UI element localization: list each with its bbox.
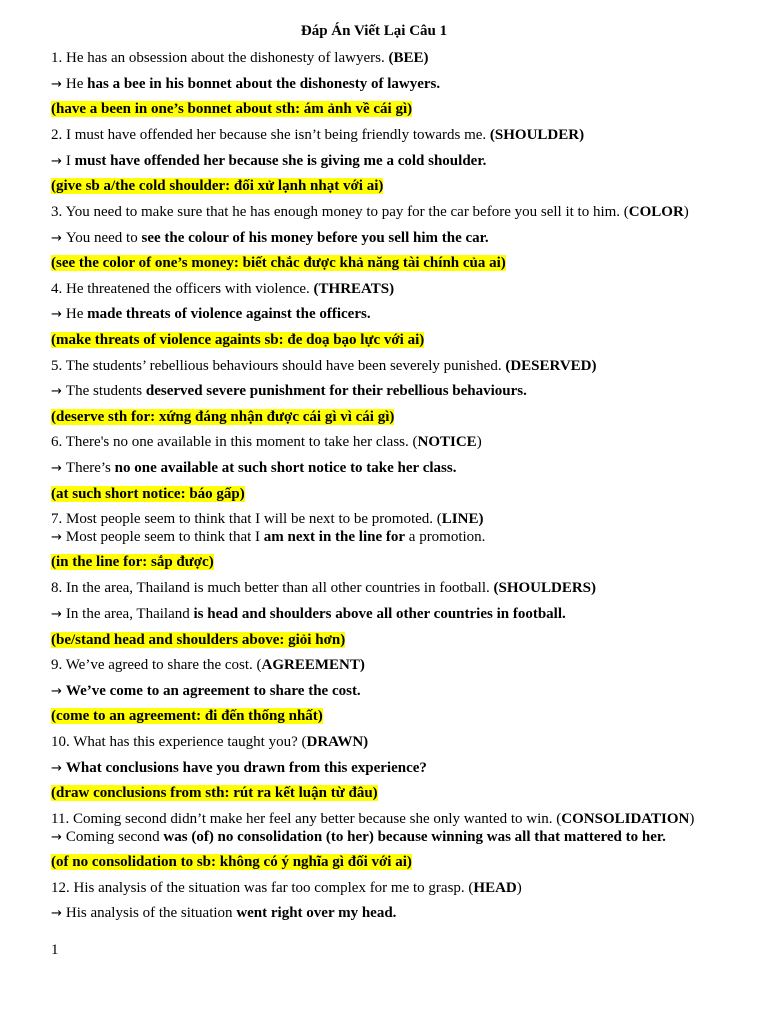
arrow-right-icon: → (51, 530, 62, 545)
idiom-note (51, 707, 323, 725)
answer-line (51, 229, 489, 248)
keyword: AGREEMENT) (261, 657, 365, 673)
keyword: COLOR (628, 204, 684, 220)
arrow-right-icon: → (51, 607, 62, 622)
question-text: 4. He threatened the officers with violence. (51, 281, 314, 297)
idiom-note-text: (deserve sth for: xứng đáng nhận được cái gì vì cái gì) (51, 409, 395, 425)
answer-bold: am next in the line for (263, 529, 406, 545)
question-line (51, 357, 597, 375)
keyword: HEAD (473, 880, 517, 896)
idiom-note-text: (be/stand head and shoulders above: giỏi hơn) (51, 632, 346, 648)
idiom-note (51, 784, 378, 802)
answer-bold: see the colour of his money before you sell him the car. (141, 230, 489, 246)
question-line (51, 203, 689, 221)
answer-line (51, 904, 396, 923)
answer-bold: no one available at such short notice to take her class. (114, 460, 457, 476)
idiom-note-text: (give sb a/the cold shoulder: đối xử lạnh nhạt với ai) (51, 178, 384, 194)
idiom-note (51, 408, 394, 426)
question-line (51, 810, 694, 828)
answer-bold: What conclusions have you drawn from this experience? (65, 760, 427, 776)
question-line (51, 579, 596, 597)
idiom-note-text: (at such short notice: báo gấp) (51, 486, 245, 502)
keyword: (THREATS) (313, 281, 395, 297)
keyword: (SHOULDER) (489, 127, 585, 143)
answer-prefix: In the area, Thailand (65, 606, 194, 622)
arrow-right-icon: → (51, 307, 62, 322)
answer-line (51, 605, 566, 624)
answer-prefix: There’s (65, 460, 115, 476)
arrow-right-icon: → (51, 461, 62, 476)
idiom-note-text: (come to an agreement: đi đến thống nhất) (51, 708, 323, 724)
answer-prefix: He (65, 306, 88, 322)
answer-line (51, 682, 361, 701)
answer-prefix: You need to (65, 230, 142, 246)
arrow-right-icon: → (51, 384, 62, 399)
idiom-note (51, 100, 412, 118)
idiom-note-text: (have a been in one’s bonnet about sth: ám ảnh về cái gì) (51, 101, 413, 117)
keyword: LINE) (441, 511, 484, 527)
question-suffix: ) (516, 880, 522, 896)
answer-bold: deserved severe punishment for their rebellious behaviours. (145, 383, 527, 399)
answer-prefix: The students (65, 383, 146, 399)
question-suffix: ) (683, 204, 689, 220)
answer-bold: We’ve come to an agreement to share the cost. (65, 683, 361, 699)
answer-line (51, 459, 456, 478)
idiom-note-text: (make threats of violence againts sb: đe doạ bạo lực với ai) (51, 332, 425, 348)
page-number: 1 (51, 942, 59, 958)
answer-bold: is head and shoulders above all other countries in football. (193, 606, 566, 622)
arrow-right-icon: → (51, 684, 62, 699)
arrow-right-icon: → (51, 77, 62, 92)
keyword: (SHOULDERS) (493, 580, 597, 596)
document-title: Đáp Án Viết Lại Câu 1 (300, 23, 448, 39)
idiom-note (51, 177, 383, 195)
question-text: 6. There's no one available in this moment to take her class. ( (51, 434, 418, 450)
question-text: 7. Most people seem to think that I will be next to be promoted. ( (51, 511, 442, 527)
answer-prefix: He (65, 76, 88, 92)
idiom-note (51, 631, 345, 649)
keyword: NOTICE (417, 434, 477, 450)
idiom-note-text: (see the color of one’s money: biết chắc được khả năng tài chính của ai) (51, 255, 506, 271)
answer-line (51, 382, 527, 401)
answer-suffix: a promotion. (405, 529, 486, 545)
question-line (51, 126, 584, 144)
idiom-note-text: (in the line for: sắp được) (51, 554, 214, 570)
answer-bold: went right over my head. (236, 905, 397, 921)
answer-prefix: I (65, 153, 75, 169)
arrow-right-icon: → (51, 761, 62, 776)
question-text: 1. He has an obsession about the dishonesty of lawyers. (51, 50, 389, 66)
question-line (51, 433, 482, 451)
question-line (51, 879, 522, 897)
idiom-note-text: (draw conclusions from sth: rút ra kết luận từ đâu) (51, 785, 378, 801)
question-line (51, 510, 483, 528)
question-suffix: ) (689, 811, 695, 827)
answer-line (51, 759, 427, 778)
answer-bold: was (of) no consolidation (to her) because winning was all that mattered to her. (163, 829, 666, 845)
question-line (51, 733, 368, 751)
idiom-note (51, 254, 506, 272)
keyword: (BEE) (388, 50, 429, 66)
idiom-note (51, 553, 214, 571)
question-suffix: ) (476, 434, 482, 450)
arrow-right-icon: → (51, 154, 62, 169)
answer-prefix: Most people seem to think that I (65, 529, 264, 545)
question-text: 8. In the area, Thailand is much better than all other countries in football. (51, 580, 494, 596)
keyword: CONSOLIDATION (561, 811, 690, 827)
question-line (51, 49, 428, 67)
answer-prefix: Coming second (65, 829, 164, 845)
question-text: 11. Coming second didn’t make her feel any better because she only wanted to win. ( (51, 811, 562, 827)
question-text: 3. You need to make sure that he has enough money to pay for the car before you sell it to him. ( (51, 204, 629, 220)
answer-bold: has a bee in his bonnet about the dishonesty of lawyers. (87, 76, 441, 92)
question-text: 12. His analysis of the situation was far too complex for me to grasp. ( (51, 880, 474, 896)
answer-line (51, 75, 440, 94)
idiom-note (51, 853, 412, 871)
answer-prefix: His analysis of the situation (65, 905, 237, 921)
arrow-right-icon: → (51, 830, 62, 845)
arrow-right-icon: → (51, 906, 62, 921)
answer-bold: must have offended her because she is giving me a cold shoulder. (74, 153, 487, 169)
answer-line (51, 528, 485, 547)
question-text: 10. What has this experience taught you? ( (51, 734, 307, 750)
answer-bold: made threats of violence against the officers. (87, 306, 371, 322)
answer-line (51, 305, 371, 324)
question-text: 2. I must have offended her because she isn’t being friendly towards me. (51, 127, 490, 143)
question-line (51, 280, 394, 298)
answer-line (51, 828, 666, 847)
idiom-note-text: (of no consolidation to sb: không có ý nghĩa gì đối với ai) (51, 854, 412, 870)
question-line (51, 656, 365, 674)
question-text: 5. The students’ rebellious behaviours should have been severely punished. (51, 358, 506, 374)
idiom-note (51, 485, 245, 503)
keyword: (DESERVED) (505, 358, 597, 374)
answer-line (51, 152, 486, 171)
question-text: 9. We’ve agreed to share the cost. ( (51, 657, 262, 673)
keyword: DRAWN) (306, 734, 369, 750)
idiom-note (51, 331, 424, 349)
arrow-right-icon: → (51, 231, 62, 246)
